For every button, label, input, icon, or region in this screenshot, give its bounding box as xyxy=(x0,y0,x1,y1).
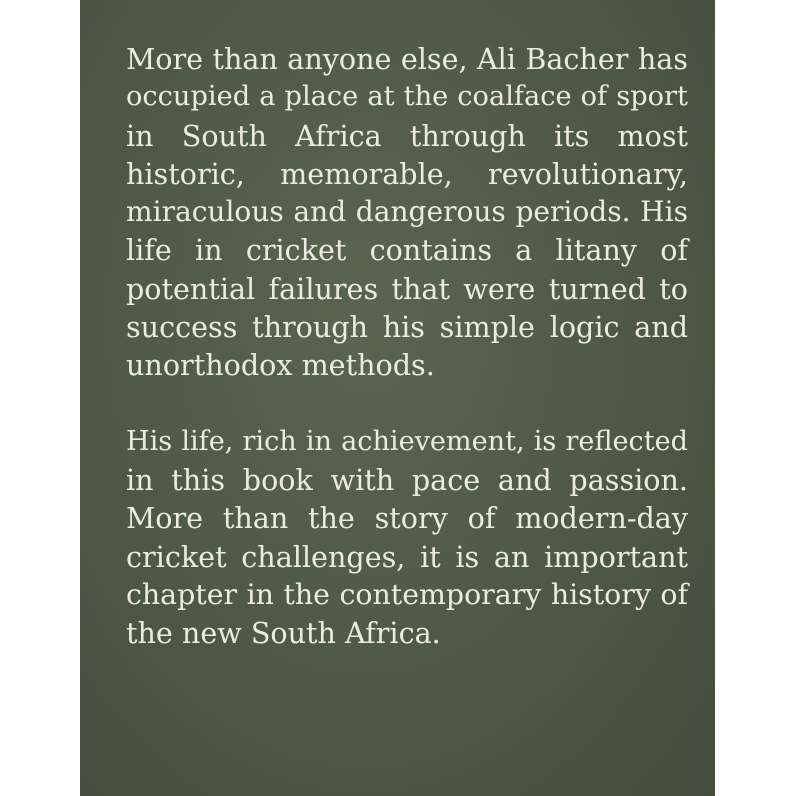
text-line: cricket challenges, it is an important xyxy=(126,539,688,574)
text-line: More than anyone else, Ali Bacher has xyxy=(126,42,688,76)
text-line: More than the story of modern-day xyxy=(126,501,688,536)
text-line: the new South Africa. xyxy=(126,616,441,651)
text-line: historic, memorable, revolutionary, xyxy=(126,156,688,191)
text-line: occupied a place at the coalface of sport xyxy=(126,81,688,113)
text-line: success through his simple logic and xyxy=(126,310,688,345)
text-line: His life, rich in achievement, is reflected xyxy=(126,425,688,457)
paragraph-spacer xyxy=(126,385,688,423)
text-line: in South Africa through its most xyxy=(126,118,688,153)
paragraph-1 xyxy=(126,40,688,385)
text-line: miraculous and dangerous periods. His xyxy=(126,195,688,229)
paragraph-2 xyxy=(126,423,688,653)
text-line: life in cricket contains a litany of xyxy=(126,233,688,268)
text-line: unorthodox methods. xyxy=(126,348,435,383)
text-line: in this book with pace and passion. xyxy=(126,462,688,497)
book-back-cover xyxy=(80,0,715,796)
blurb-text xyxy=(126,40,688,652)
text-line: potential failures that were turned to xyxy=(126,271,688,306)
text-line: chapter in the contemporary history of xyxy=(126,577,688,611)
